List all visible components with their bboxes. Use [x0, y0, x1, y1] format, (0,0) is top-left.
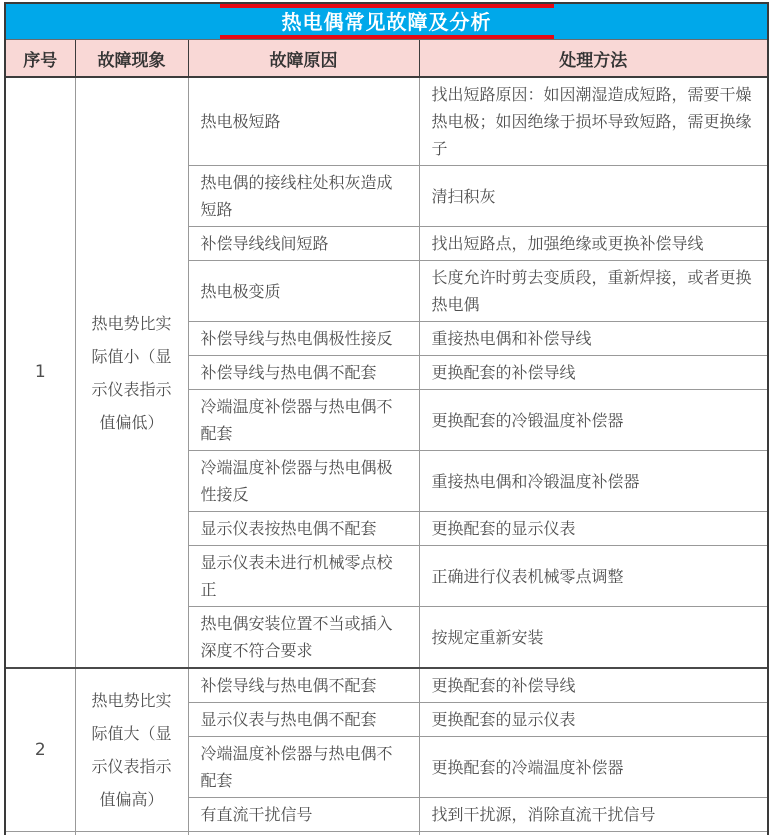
fault-cause: 显示仪表与热电偶不配套: [188, 703, 419, 737]
column-header-phenomenon: 故障现象: [75, 40, 188, 77]
fault-remedy: 长度允许时剪去变质段，重新焊接，或者更换热电偶: [419, 261, 767, 322]
fault-phenomenon: 热电势比实际值大（显示仪表指示值偏高）: [75, 668, 188, 832]
table-row: [6, 668, 767, 703]
fault-phenomenon: 热电势比实际值小（显示仪表指示值偏低）: [75, 77, 188, 668]
fault-remedy: 更换配套的显示仪表: [419, 703, 767, 737]
fault-cause: 显示仪表未进行机械零点校正: [188, 546, 419, 607]
cutoff-spacer-cell: [75, 832, 188, 835]
fault-cause: 补偿导线线间短路: [188, 227, 419, 261]
fault-remedy: 重接热电偶和冷锻温度补偿器: [419, 451, 767, 512]
header-row: [6, 40, 767, 77]
cutoff-spacer-cell: [419, 832, 767, 835]
fault-remedy: 更换配套的补偿导线: [419, 356, 767, 390]
fault-cause: 热电极短路: [188, 77, 419, 166]
fault-cause: 补偿导线与热电偶不配套: [188, 668, 419, 703]
fault-remedy: 更换配套的冷锻温度补偿器: [419, 390, 767, 451]
title-bar: [6, 4, 767, 40]
fault-cause: 补偿导线与热电偶不配套: [188, 356, 419, 390]
column-header-remedy: 处理方法: [419, 40, 767, 77]
cutoff-spacer-row: [6, 832, 767, 835]
serial-number: 1: [6, 77, 75, 668]
fault-cause: 冷端温度补偿器与热电偶不配套: [188, 737, 419, 798]
table-row: [6, 77, 767, 166]
fault-cause: 热电偶安装位置不当或插入深度不符合要求: [188, 607, 419, 669]
fault-cause: 显示仪表按热电偶不配套: [188, 512, 419, 546]
fault-remedy: 找到干扰源，消除直流干扰信号: [419, 798, 767, 832]
fault-table-body: [6, 77, 767, 835]
fault-remedy: 按规定重新安装: [419, 607, 767, 669]
fault-remedy: 重接热电偶和补偿导线: [419, 322, 767, 356]
fault-remedy: 更换配套的冷端温度补偿器: [419, 737, 767, 798]
fault-cause: 冷端温度补偿器与热电偶不配套: [188, 390, 419, 451]
fault-remedy: 清扫积灰: [419, 166, 767, 227]
cutoff-spacer-cell: [188, 832, 419, 835]
thermocouple-fault-table: [4, 2, 769, 835]
cutoff-spacer-cell: [6, 832, 75, 835]
column-header-cause: 故障原因: [188, 40, 419, 77]
fault-remedy: 找出短路点，加强绝缘或更换补偿导线: [419, 227, 767, 261]
fault-cause: 热电极变质: [188, 261, 419, 322]
fault-cause: 补偿导线与热电偶极性接反: [188, 322, 419, 356]
fault-cause: 有直流干扰信号: [188, 798, 419, 832]
table-header: [6, 40, 767, 77]
fault-remedy: 更换配套的显示仪表: [419, 512, 767, 546]
serial-number: 2: [6, 668, 75, 832]
fault-remedy: 找出短路原因：如因潮湿造成短路，需要干燥热电极；如因绝缘于损坏导致短路，需更换缘子: [419, 77, 767, 166]
fault-cause: 热电偶的接线柱处积灰造成短路: [188, 166, 419, 227]
page-title: 热电偶常见故障及分析: [281, 10, 492, 34]
fault-remedy: 更换配套的补偿导线: [419, 668, 767, 703]
fault-table: [6, 40, 767, 835]
fault-cause: 冷端温度补偿器与热电偶极性接反: [188, 451, 419, 512]
fault-remedy: 正确进行仪表机械零点调整: [419, 546, 767, 607]
column-header-serial: 序号: [6, 40, 75, 77]
